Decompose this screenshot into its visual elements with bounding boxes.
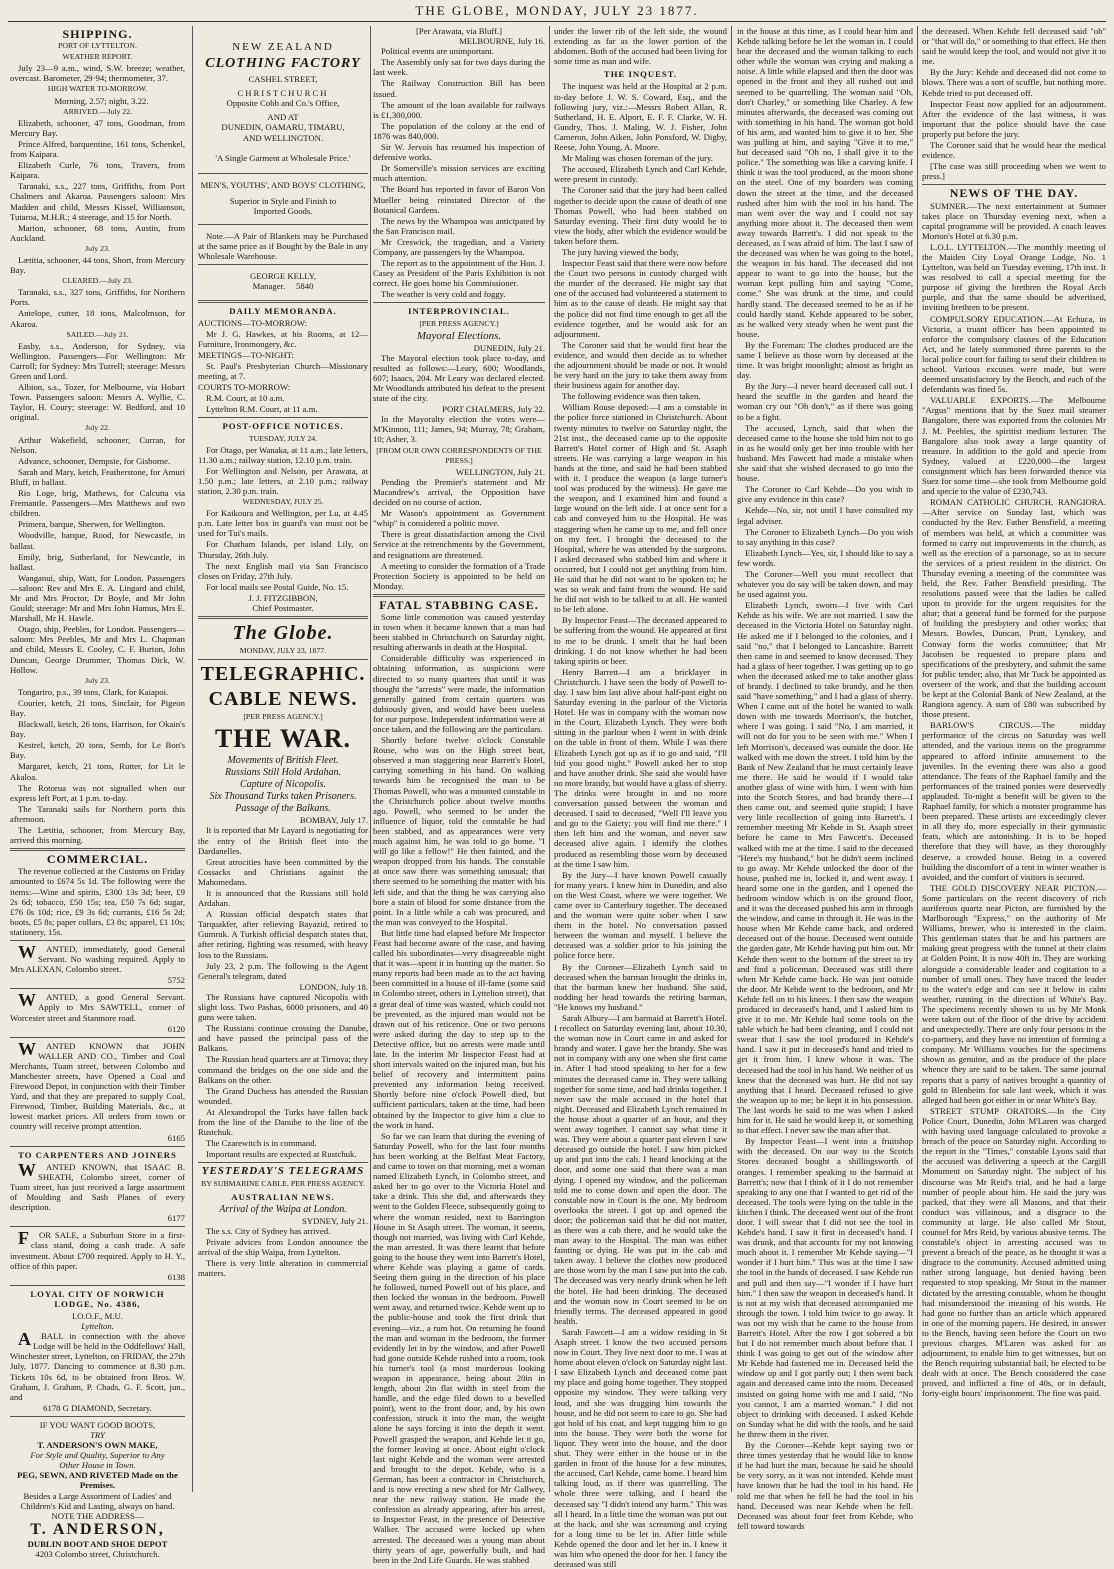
news-paragraph: The Assembly only sat for two days during the last week.	[373, 57, 545, 78]
cleared-heading: CLEARED.—July 23.	[62, 276, 133, 286]
news-paragraph: By the Coroner—Kehde kept saying two or three times yesterday that he would like to know if he had hurt the man, because he said he should be very sorry, as it was not intended. Kehde must have known that he had the tool in his hand. He told me that when he fell he had the tool in his hand. Deceased was near Kehde when he fell. Deceased was about four feet from Kehde, who fell toward towards	[737, 1440, 913, 1531]
australian-news: AUSTRALIAN NEWS.	[231, 1191, 335, 1202]
inquest-heading: THE INQUEST.	[603, 69, 678, 80]
news-paragraph: under the lower rib of the left side, the wound extending as far as the lower portion of the abdomen. Both of the accused had been living for some time as man and wife.	[554, 26, 727, 67]
classified-ad	[10, 1230, 185, 1270]
news-paragraph: William Rouse deposed:—I am a constable in the police force stationed in Christchurch. About twenty minutes to twelve on Saturday night, the 21st inst., the deceased came up to the opposite Barrett's Hotel corner of High and St. Asaph streets. He was carrying a large weapon in his hands at the time, and said he had been stabbed with it. I produce the weapon (a large turner's tool was produced by the witness). He gave me the weapon, and I examined him and found a large wound on the left side. I at once sent for a cab and conveyed him to the Hospital. He was staggering when he came up to me, and fell once on my feet. I brought the deceased to the Hospital, where he was attended by the surgeons. I asked deceased who stabbed him and where it occurred, but I could not get anything from him. He said that he did not want to be spoken to; he was so weak and faint from the wound. He said he did not wish to be talked to at all. He wanted to be left alone.	[554, 402, 727, 615]
section-divider	[373, 594, 545, 597]
shipping-note: The Lætitia, schooner, from Mercury Bay, arrived this morning.	[10, 825, 185, 846]
divider	[373, 302, 545, 303]
boots-other: Other House in Town.	[59, 1460, 136, 1471]
war-paragraph: The Grand Duchess has attended the Russian wounded.	[198, 1085, 368, 1106]
masthead: THE GLOBE, MONDAY, JULY 23 1877.	[415, 3, 699, 18]
news-paragraph: By the Jury—I never heard deceased call out. I heard the scuffle in the garden and heard the woman cry out "Oh don't," as if there was going to be a fight.	[737, 381, 913, 422]
telegraphic-heading: TELEGRAPHIC.	[200, 663, 366, 686]
news-paragraph: By Inspector Feast—I went into a fruitshop with the deceased. On our way to the Scotch Stores deceased bought a shillingsworth of oranges. I remember speaking to the barmaid at Barrett's; now that I think of it I do not remember speaking to any one that I wanted to get rid of the deceased. The tools were lying on the table in the kitchen I think. The deceased went out of the front door. I will swear that I did not see the tool in Kehde's hand. I saw it first in deceased's hand. I was drunk, and that accounts for my not knowing much about it. I remember Mr Kehde saying—"I wonder if I hurt him." This was at the time I saw the tool in the hands of deceased. I saw Kehde run and pull and then say—"I wonder if I have hurt him." I then saw the weapon in deceased's hand. It is not at my wish that deceased accompanied me through the town. I told him twice to go away. It was not my wish that he came to the house from Barrett's Hotel. After the row I got sobered a bit but I do not remember much about before that. I think I was going to get out of the window after Mr Kehde had fastened me in. Deceased held the window up and I got partly out; I then went back again and deceased came into the room. Deceased insisted on going home with me and I said, "No you cannot, I am a married woman." I did not object to drinking with deceased. I asked Kehde on Sunday what he did with the tools, and he said he threw them in the river.	[737, 1136, 913, 1439]
sailed-entry: Wanganui, ship, Watt, for London. Passengers—saloon: Rev and Mrs E. A. Lingard and child, Mr and Mrs Proctor, Dr Boyle, and Mr John Gould; steerage: Mr and Mrs John Hamus, Mrs E. Marshall, Mr H. Hawle.	[10, 572, 185, 624]
news-paragraph: The jury having viewed the body,	[562, 246, 679, 257]
war-paragraph: The Russians have captured Nicopolis with slight loss. Two Pashas, 6000 prisoners, and 40 guns were taken.	[198, 991, 368, 1023]
yesterdays-telegrams: YESTERDAY'S TELEGRAMS	[201, 1165, 365, 1178]
and-at: AND AT	[267, 112, 299, 123]
christchurch: CHRISTCHURCH	[237, 88, 329, 99]
ad-number: 5840	[296, 281, 314, 292]
news-paragraph: The accused, Lynch, said that when the deceased came to the house she told him not to go in as he would only get her into trouble with her husband. Mrs Fawcett had made a mistake when she said that she wished deceased to go into the house.	[737, 422, 913, 484]
news-paragraph: The inquest was held at the Hospital at 2 p.m. to-day before J. W. S. Coward, Esq., and the following jury, viz.:—Messrs Robert Allan, R. Sutherland, H. E. Alport, E. F. F. Clarke, W. H. Gundry, Thos. J. Maling, W. J. Fisher, John Cameron, John Aiken, John Ponsford, W. Digby, Reese, John Young, A. Moore.	[554, 81, 727, 153]
postmaster-name: J. J. FITZGIBBON,	[248, 592, 318, 603]
commercial-text: The revenue collected at the Customs on Friday amounted to £674 5s 1d. The following were the items:—Wine and spirits, £300 13s 3d; beer, £9 2s 6d; tobacco, £50 15s; tea, £50 7s 6d; sugar, £76 0s 10d; rice, £9 3s 6d; currants, £16 5s 2d; boots, £5 8s; paper collars, £3 8s; apparel, £1 10s; stationery, 15s.	[10, 866, 185, 937]
sailed-entry: Albion, s.s., Tozer, for Melbourne, via Hobart Town. Passengers saloon: Messrs A. Wyllie, C. Taylor, H. Coury; steerage: W. Bedford, and 10 original.	[10, 382, 185, 423]
divider	[10, 1226, 185, 1227]
sailed-entry: Arthur Wakefield, schooner, Curran, for Nelson.	[10, 434, 185, 455]
dateline: WELLINGTON, July 21.	[455, 466, 545, 477]
classified-ad	[10, 941, 185, 975]
ad-text: BALL in connection with the above Lodge will be held in the Oddfellows' Hall, Winchester street, Lyttelton, on FRIDAY, the 27th July, 1877. Dancing to commence at 8.30 p.m. Tickets 10s 6d, to be obtained from Bros. W. Graham, J. Graham, P. Chads, G. F. Scott, jun., and	[10, 1331, 185, 1402]
cashel-street: CASHEL STREET,	[248, 74, 318, 85]
news-paragraph: There is great dissatisfaction among the Civil Service at the retrenchments by the Government, and resignations are threatened.	[373, 529, 545, 560]
news-item: BARLOW'S CIRCUS.—The midday performance of the circus on Saturday was well attended, and the various items on the programme appeared to afford infinite amusement to the juveniles. In the evening there was also a good attendance. The feats of the Raphael family and the performances of the trained ponies were deservedly applauded. To-night a benefit will be given to the Raphael family, for which a monster programme has been prepared. These artists are exceedingly clever in all they do, more especially in their gymnastic feats, which are astonishing. It is to be hoped therefore that they will have, as they thoroughly deserve, a crowded house. Being in a covered building the discomfort of a tent in winter weather is avoided, and the comfort of visitors is secured.	[922, 720, 1106, 882]
news-item: ROMAN CATHOLIC CHURCH, RANGIORA.—After service on Sunday last, which was conducted by the Rev. Father Bensfield, a meeting of members was held, at which a committee was formed to carry out improvements in the church, as well as the erection of a parsonage, so as to secure the services of a priest resident in the district. On Thursday evening a meeting of the committee was held, the Rev. Father Bensfield presiding. The resolutions passed were that the ladies be called upon to provide for the urgent requisites for the altar; that a general fund be formed for the purpose of building the presbytery and other works; that Messrs. Bowles, Duncan, Pratt, Lynskey, and Conway form the works committee; that Mr Jacobsen be requested to prepare plans and specifications of the presbytery, and submit the same for public tender; also, that Mr Tuck be appointed as overseer of the work, and that the building account be kept at the Colonial Bank of New Zealand, at the Rangiora agency. A sum of £80 was subscribed by those present.	[922, 497, 1106, 720]
sailed-entry: Otago, ship, Peebles, for London. Passengers—saloon: Mrs Peebles, Mr and Mrs L. Chapman and child, Messrs E. Cooley, C. F. Burton, John Duncan, George Drummer, Thomas Dick, W. Hollow.	[10, 624, 185, 675]
ad-number: 5752	[167, 975, 185, 986]
arrival-entry: Elizabeth Curle, 76 tons, Travers, from Kaipara.	[10, 160, 185, 181]
news-paragraph: So far we can learn that during the evening of Saturday Powell, who for the last four months has been working at the Belfast Meat Factory, and came to town on that morning, met a woman named Elizabeth Lynch, in Colombo street, and asked her to go over to the Victoria Hotel and take a drink. This she did, and afterwards they went to the Golden Fleece, subsequently going to where the woman resided, next to Barrington House in St Asaph street. The woman, it seems, though not married, was living with Carl Kehde, the man arrested. It was there learnt that before going to the house they went into Barrett's Hotel, where Kehde was playing a game of cards. Seeing them going in the direction of his place he followed, turned Powell out of his place, and then locked the woman in the bedroom. Powell went away, and returned twice. Kehde went up to the public-house and took the first drink that evening—viz., a rum hot. On returning he found the man and woman in the bedroom, the former evidently let in by the window, and after Powell had gone outside Kehde rushed into a room, took his turner's tool (a most murderous looking weapon in appearance, being about 20in in length, about 2in flat width in steel from the handle, and the edge filed down to a bevelled point), went to the front door, and, by his own confession, struck it into the man, the weight alone he says forcing it into the depth it went. Powell grasped the weapon, and Kehde let it go, the former leaving at once. About eight o'clock last night Kehde and the woman were arrested and brought to the depot. Kehde, who is a German, has been a contractor in Christchurch, and is now erecting a new shed for Mr Gallwey, near the new railway station. He made the confession as already appearing, after his arrest, to Inspector Feast, in the presence of Detective Walker. The accused were locked up when arrested. The deceased was a young man about thirty years of age, powerfully built, and had been in the 2nd Life Guards. He was stabbed	[373, 1130, 545, 1565]
news-paragraph: [The case was still proceeding when we went to press.]	[922, 161, 1106, 182]
war-subhead: Capture of Nicopolis.	[239, 779, 327, 791]
post-date: TUESDAY, JULY 24.	[248, 433, 318, 443]
ad-heading: TO CARPENTERS AND JOINERS	[18, 1149, 177, 1160]
news-paragraph: The amount of the loan available for railways is £1,300,000.	[373, 99, 545, 120]
drop-cap: W	[18, 941, 36, 962]
boots-peg: PEG, SEWN, AND RIVETED Made on the Premises.	[17, 1470, 178, 1491]
daily-memoranda-heading: DAILY MEMORANDA.	[229, 305, 337, 316]
arrival-entry: Prince Alfred, barquentine, 161 tons, Schenkel, from Kaipara.	[10, 138, 185, 160]
ad-text: OR SALE, a Suburban Store in a first-class stand, doing a cash trade. A safe investment. About £700 required. Apply to H. Y., office of this paper.	[10, 1230, 185, 1271]
cable-news-heading: CABLE NEWS.	[208, 688, 358, 711]
globe-date: MONDAY, JULY 23, 1877.	[239, 646, 327, 656]
ad-text: ANTED, immediately, good General Servant. No washing required. Apply to Mrs ALEXAN, Colombo street.	[10, 943, 185, 975]
ad-text: ANTED, a good General Servant. Apply to Mrs SAWTELL, corner of Worcester street and Stanmore road.	[10, 992, 185, 1023]
news-paragraph: The Mayoral election took place to-day, and resulted as follows:—Leary, 600; Woodlands, 607; Isaacs, 204. Mr Leary was declared elected. Mr Woodlands attributed his defeat to the present state of the city.	[373, 352, 545, 404]
news-paragraph: In the Mayoralty election the votes were—M'Kinnon, 111; James, 94; Murray, 78; Graham, 10; Asher, 3.	[373, 414, 545, 445]
drop-cap: F	[18, 1228, 29, 1249]
cleared-entry: Antelope, cutter, 18 tons, Malcolmson, for Akaroa.	[10, 308, 185, 329]
post-line: For Chatham Islands, per island Lily, on Thursday, 26th July.	[198, 539, 368, 560]
blankets-note: Note.—A Pair of Blankets may be Purchased at the same price as if Bought by the Bale in any Wholesale Warehouse.	[198, 231, 368, 262]
column-rule	[731, 26, 732, 1492]
drop-cap: W	[18, 990, 36, 1011]
divider	[198, 417, 368, 418]
war-paragraph: The Russians continue crossing the Danube, and have passed the principal pass of the Balkans.	[198, 1023, 368, 1054]
towns: DUNEDIN, OAMARU, TIMARU,	[221, 122, 345, 133]
ad-number: 6177	[167, 1213, 185, 1224]
section-title-shipping: SHIPPING.	[62, 27, 133, 41]
divider	[10, 1416, 185, 1417]
news-paragraph: the deceased. When Kehde fell deceased said "oh" or "that will do," or something to that effect. He then said he would keep the tool, and would not give it to me.	[922, 26, 1106, 67]
news-paragraph: Elizabeth Lynch—Yes, sir, I should like to say a few words.	[737, 547, 913, 568]
news-item: THE GOLD DISCOVERY NEAR PICTON.—Some particulars on the recent discovery of rich auriferous quartz near Picton, are furnished by the Marlborough "Express," on the authority of Mr Williams, brewer, who is interested in the claim. This gentleman states that he and his partners are making great progress with the tunnel at their claim at Golden Point. It is now 40ft in. They are working alongside a considerable leader and cogitation to a number of small ones. They have traced the leader to the water's edge and can see it below in calm weather, running in the direction of White's Bay. The specimens recently shown to us by Mr Monk were taken out of the floor of the drive by accident and unexpectedly. There are only four persons in the co-partnery, and they have no intention of forming a company. Mr Williams vouches for the specimens shown as genuine, and as the produce of the place whence they are said to be taken. The same journal reports that a party of natives brought a quantity of gold to Blenheim for sale last week, which it was alleged had been got either in or near White's Bay.	[922, 882, 1106, 1105]
news-paragraph: The Coroner to Elizabeth Lynch—Do you wish to say anything in this case?	[737, 526, 913, 547]
cleared-entry: Taranaki, s.s., 327 tons, Griffiths, for Northern Ports.	[10, 287, 185, 308]
boots-name: T. ANDERSON,	[30, 1520, 165, 1538]
mayoral-subhead: Mayoral Elections.	[416, 329, 502, 342]
news-paragraph: Dr Somerville's mission services are exciting much attention.	[373, 163, 545, 184]
news-paragraph: Mr Creswick, the tragedian, and a Variety Company, are passengers by the Whampoa.	[373, 236, 545, 257]
classified-ad	[10, 1038, 185, 1132]
spacer	[198, 26, 368, 38]
date-heading: July 23.	[85, 675, 110, 685]
news-paragraph: Shortly before twelve o'clock Constable Rouse, who was on the High street beat, observed a man staggering near Barrett's Hotel, carrying something in his hand. On walking towards him he recognised the man to be Thomas Powell, who was a mounted constable in the Christchurch police about twelve months ago. Powell, who seemed to be under the influence of liquor, told the constable he had been stabbed, and as appearances were very much against him, he was told to go home. "I will go like a fellow!" He then fainted, and the weapon dropped from his hands. The constable at once saw there was something unusual; that there seemed to be something the matter with his left side, and that the thing he was carrying also bore a stain of blood for some distance from the point. In a little while a cab was procured, and the man was conveyed to the Hospital.	[373, 735, 545, 927]
arrival-entry: Taranaki, s.s., 227 tons, Griffiths, from Port Chalmers and Akaroa. Passengers saloon: Mrs Madden and child, Messrs Kissel, Williamson, Tutaroa, M.H.R.; 4 steerage, and 15 for North.	[10, 181, 185, 222]
classified-ad	[10, 992, 185, 1022]
per-press-agency: [PER PRESS AGENCY.]	[243, 712, 323, 722]
imported: Imported Goods.	[253, 205, 313, 216]
sailed-entry: Primera, barque, Sherwen, for Wellington.	[18, 519, 166, 530]
drop-cap: A	[18, 1329, 31, 1350]
date-heading: July 22.	[85, 423, 110, 433]
boots-note: NOTE THE ADDRESS—	[51, 1510, 144, 1521]
news-paragraph: Sir W. Jervois has resumed his inspection of defensive works.	[373, 142, 545, 163]
aus-paragraph: The s.s. City of Sydney has arrived.	[206, 1225, 331, 1236]
news-item: COMPULSORY EDUCATION.—At Echuca, in Victoria, a truant officer has been appointed to enforce the compulsory clauses of the Education Act, and he lately summoned three parents to the local police court for failing to send their children to school. Various excuses were made, but were deemed unsatisfactory by the Bench, and each of the defendants was fined 5s.	[922, 313, 1106, 395]
arrival-entry: Marion, schooner, 68 tons, Austin, from Auckland.	[10, 222, 185, 243]
news-paragraph: Inspector Feast now applied for an adjournment. After the evidence of the last witness, it was important that the police should have the case properly put before the jury.	[922, 98, 1106, 139]
post-line: The next English mail via San Francisco closes on Friday, 27th July.	[198, 560, 368, 581]
sailed-entry: Tongariro, p.s., 39 tons, Clark, for Kaiapoi.	[18, 686, 169, 697]
date-heading: July 23.	[85, 243, 110, 253]
superior: Superior in Style and Finish to	[229, 195, 337, 206]
war-paragraph: The Czarewitch is in command.	[206, 1138, 317, 1149]
divider	[198, 264, 368, 265]
clothing-factory: CLOTHING FACTORY	[205, 56, 361, 72]
sailed-entry: Sarah and Mary, ketch, Featherstone, for Amuri Bluff, in ballast.	[10, 466, 185, 487]
news-paragraph: Sarah Fawcett—I am a widow residing in St Asaph street. I know the two accused persons now in Court. They live next door to me. I was at home about eleven o'clock on Saturday night last. I saw Elizabeth Lynch and deceased come past my place and going home together. They stopped opposite my window. They were talking very loud, and she was dragging him towards the house, and he did not seem to care to go. She had got hold of his coat, and kept tugging him to go into the house. They were both the worse for liquor. They went into the house, and the door shut. They were either in the house or in the garden in front of the house for a few minutes, the accused, Carl Kehde, came home. I heard him talking loud, as if there was quarrelling. The whole three were talking, and I heard the deceased say "I didn't intend any harm." This was all I heard. In a little time the woman was put out at the back, and she was screaming and crying for a long time to be let in. After little while Kehde opened the door and let her in. I knew it was him who opened the door for her. I fancy the deceased was still	[554, 1326, 727, 1569]
per-press-agency: [PER PRESS AGENCY.]	[419, 318, 499, 328]
post-line: For Kaikoura and Wellington, per Lu, at 4.45 p.m. Late letter box in guard's van must not be used for Tui's mails.	[198, 508, 368, 539]
news-paragraph: By Inspector Feast—The deceased appeared to be suffering from the wound. He appeared at first to me to be drunk. I smelt that he had been drinking. I do not know whether he had been taking spirits or beer.	[554, 615, 727, 666]
news-item: L.O.L. LYTTELTON.—The monthly meeting of the Maiden City Loyal Orange Lodge, No. 1 Lyttelton, was held on Tuesday evening, 17th inst. It was resolved to call a special meeting for the purpose of giving the brethren the Royal Arch purple, and that the same should be advertised, inviting brethren to be present.	[922, 241, 1106, 313]
shipping-note: The Rotorua was not signalled when our express left Port, at 1 p.m. to-day.	[10, 782, 185, 803]
sailed-heading: SAILED.—July 21.	[66, 329, 129, 339]
memo-line: Mr J. G. Hawkes, at his Rooms, at 12—Furniture, Ironmongery, &c.	[198, 328, 368, 349]
divider	[10, 1285, 185, 1286]
column-rule	[917, 26, 918, 1492]
post-office-heading: POST-OFFICE NOTICES.	[222, 421, 344, 432]
drop-cap: W	[18, 1038, 36, 1059]
sailed-entry: Rio Loge, brig, Mathews, for Calcutta via Fremantle. Passengers—Mrs Matthews and two children.	[10, 488, 185, 519]
news-item: VALUABLE EXPORTS.—The Melbourne "Argus" mentions that by the Suez mail steamer Bangalore, there was exported from the colonies Mr J. M. Peebles, the spiritist medium lecturer. The Bangalore also took away a large quantity of treasure. In addition to the gold and specie from Sydney, valued at £220,000—the largest consignment which has been forwarded thence via Suez for some time—she took from Melbourne gold and specie to the value of £230,743.	[922, 395, 1106, 497]
divider	[198, 224, 368, 225]
news-paragraph: The weather is very cold and foggy.	[381, 289, 506, 300]
water-text: Morning, 2.57; night, 3.22.	[54, 95, 149, 106]
news-item: STREET STUMP ORATORS.—In the City Police Court, Dunedin, John M'Laren was charged with having used language calculated to provoke a breach of the peace on Saturday night. According to the report in the "Times," constable Lyons said that the accused was delivering a speech at the Cargill Monument on Saturday night. The subject of his discourse was Mr Reid's trial, and he had a large number of people about him. He said the jury was packed, that they were all Masons, and that their conduct was villainous, and a disgrace to the community at large. He also called Mr Stout, counsel for Mrs Reid, by various abusive terms. The constable's object in arresting accused was to prevent a breach of the peace, as he thought it was a disgrace to the community. Accused admitted using rather strong language, but denied having been requested to stop speaking. Mr Stout in the manner dictated by the arresting constable, whom he thought had misunderstood the meaning of his words. He had gone no further than an article which appeared in one of the morning papers. He desired, in answer to the Bench, having seen before the Court on two previous charges. M'Laren was asked for an adjournment, to enable him to get witnesses, but on the Bench requiring substantial bail, he elected to be dealt with at once. The Bench considered the case proved, and inflicted a fine of 40s, or in default, forty-eight hours' imprisonment. The fine was paid.	[922, 1105, 1106, 1399]
dateline: SYDNEY, July 21.	[302, 1215, 368, 1226]
section-divider	[10, 848, 185, 851]
sailed-entry: Courier, ketch, 21 tons, Sinclair, for Pigeon Bay.	[10, 697, 185, 718]
divider	[10, 940, 185, 941]
news-paragraph: Political events are unimportant.	[381, 46, 494, 57]
sailed-entry: Woodville, barque, Rood, for Newcastle, in ballast.	[10, 530, 185, 551]
memo-line: St. Paul's Presbyterian Church—Missionary meeting, at 7.	[198, 360, 368, 382]
boots-heading: IF YOU WANT GOOD BOOTS,	[39, 1419, 156, 1430]
arrival-entry: Elizabeth, schooner, 47 tons, Goodman, from Mercury Bay.	[10, 117, 185, 138]
news-paragraph: The news by the Whampoa was anticipated by the San Francisco mail.	[373, 215, 545, 236]
news-paragraph: The Coroner—Well you must recollect that whatever you do say will be taken down, and may be used against you.	[737, 568, 913, 600]
manager-label: Manager.	[252, 281, 286, 292]
war-paragraph: A Russian official despatch states that Tarquakfer, after relieving Bayazid, retired to Gumruk. A Turkish official despatch states that, after retiring, fighting was resumed, with heavy loss to the Russians.	[198, 909, 368, 960]
news-paragraph: The following evidence was then taken.	[562, 391, 701, 402]
source-note: [FROM OUR OWN CORRESPONDENTS OF THE PRESS.]	[376, 445, 542, 465]
divider	[922, 184, 1106, 185]
news-paragraph: Considerable difficulty was experienced in obtaining information, as suspicions were directed to so many quarters that until it was thought the "arrests" were made, the information generally gained from certain quarters was dubiously given, and would have been useless for our purpose. Independent information were at once taken, and the following are the particulars.	[373, 653, 545, 734]
column-1	[10, 26, 185, 1559]
boots-depot: DUBLIN BOOT AND SHOE DEPOT	[27, 1538, 168, 1549]
dateline: LONDON, July 18.	[299, 981, 368, 992]
news-paragraph: But little time had elapsed before Mr Inspector Feast had become aware of the case, and having called his subordinates—very disagreeable night that it was—spent it in hunting up the matter. So many reports had been made as to the act having been committed in a house of ill-fame (some said in Colombo street, others in Lyttelton street), that a great deal of time was wasted, which could not be prevented, as the injured man would not be drawn out of his reticence. One or two persons were asked during the day to step up to the Detective office, but no arrests were made until late. In the interim Mr Inspector Feast had at short intervals waited on the injured man, but his belief of recovery and intermittent pains prevented any information being received. Shortly before nine o'clock Powell died, but sufficient particulars, taken at the time, had been obtained by the Inspector to give him a clue to the work in hand.	[373, 927, 545, 1130]
post-line: For Otago, per Wanaka, at 11 a.m.; late letters, 11.30 a.m.; railway station, 12.10 p.m. train.	[198, 444, 368, 465]
masthead-rule	[8, 21, 1106, 22]
news-paragraph: The Railway Construction Bill has been issued.	[373, 78, 545, 99]
ad-text: ANTED KNOWN that JOHN WALLER AND CO., Timber and Coal Merchants, Tuam street, between Colombo and Manchester streets, have Opened a Coal and Firewood Depot, in conjunction with their Timber Yard, and that they are prepared to supply Coal, Firewood, Timber, Building Materials, &c., at lowest market prices. All orders from town or country will receive prompt attention.	[10, 1040, 185, 1132]
column-6	[922, 26, 1106, 1492]
news-paragraph: Kehde—No, sir, not until I have consulted my legal adviser.	[737, 505, 913, 526]
ad-number: 6165	[167, 1132, 185, 1143]
war-paragraph: Great atrocities have been committed by the Cossacks and Christians against the Mahomedans.	[198, 856, 368, 887]
slogan: 'A Single Garment at Wholesale Price.'	[215, 152, 351, 163]
column-2	[198, 26, 368, 1492]
nz-heading: NEW ZEALAND	[232, 41, 334, 53]
war-subhead: Movements of British Fleet.	[227, 755, 339, 767]
war-heading: THE WAR.	[214, 724, 352, 754]
news-paragraph: The population of the colony at the end of 1876 was 840,000.	[373, 120, 545, 141]
globe-title: The Globe.	[232, 622, 334, 645]
manager-title	[198, 281, 368, 291]
post-line: For local mails see Postal Guide, No. 15.	[206, 581, 349, 592]
lodge-subheading: I.O.O.F., M.U.	[72, 1310, 123, 1321]
war-paragraph: It is announced that the Russians still hold Ardahan.	[198, 887, 368, 909]
column-rule	[192, 26, 193, 1492]
news-paragraph: Elizabeth Lynch, sworn—I live with Carl Kehde as his wife. We are not married. I saw the deceased in the Victoria Hotel on Saturday night. He asked me if I belonged to the colonies, and I said "no," that I belonged to Lancashire. Barrett then came in and seemed to know deceased. They had a glass of beer together. I was getting up to go when the deceased asked me to take another glass of brandy. I declined to take brandy, and he then said "have something," and I had a glass of sherry. When I came out of the hotel he wanted to walk down with me towards Morrison's, the butcher, where I was going. I said "No, I am married, it will not do for you to be seen with me." When I left Morrison's, deceased was outside the door. He walked with me down the street. I told him by the Bank of New Zealand that he must certainly leave me there. He said he would if I would take another glass of wine with him. I went with him into the Scotch Stores, and had brandy there—I then came out, and seemed quite stupid; I have very little recollection of going into Barrett's. I remember meeting Mr Kehde in St. Asaph street before he came to Mrs Fawcett's. Deceased walked with me at the time. I said to the deceased "Here's my husband," but he didn't seem inclined to go away. Mr Kehde unlocked the door of the house, pushed me in, locked it, and went away. I heard some one in the garden, and I opened the bedroom window which is on the ground floor, and it was the deceased pushed his arm in through the window, and came in through it. He was in the house when Mr Kehde came back, and ordered deceased out of the house. Deceased went outside the garden gate, Mr Kehde having put him out. Mr Kehde then went to the bottom of the street to try and find a policeman. Deceased was still there when Mr Kehde came back. He was just outside the door. Mr Kehde went to the bedroom, and Mr Kehde fell on to his knees. I then saw the weapon produced in deceased's hand, and I asked him to give it to me. Mr Kehde had some tools on the table which he had been cleaning, and I could not swear that I saw the tool produced in Kehde's hand. I saw it put in deceased's hand and tried to get it from him. I knew whose it was. The deceased had the tool in his hand. We neither of us knew that the deceased was hurt. He did not say anything that I heard. Deceased refused to give the weapon up to me; he kept it in his possession. The last words he said to me was when I asked him for it. He said he would keep it, or something to that effect. I never saw the man after that.	[737, 600, 913, 1136]
lodge-heading: LOYAL CITY OF NORWICH LODGE, No. 4386,	[30, 1288, 165, 1309]
drop-cap: W	[18, 1159, 36, 1180]
arrival-entry: Lætitia, schooner, 44 tons, Short, from Mercury Bay.	[10, 254, 185, 276]
news-paragraph: The Coroner said that the jury had been called together to decide upon the cause of death of one Thomas Powell, who had been stabbed on Saturday evening. Their first duty would be to view the body, after which the evidence would be taken before them.	[554, 185, 727, 246]
ad-number: 6120	[167, 1023, 185, 1034]
news-paragraph: The Coroner said that he would hear the medical evidence.	[922, 140, 1106, 161]
water-heading: HIGH WATER TO-MORROW.	[47, 84, 148, 94]
ball-signature: 6178 G DIAMOND, Secretary.	[43, 1402, 152, 1413]
boots-address: 4203 Colombo street, Christchurch.	[35, 1548, 160, 1559]
news-paragraph: The Board has reported in favor of Baron Von Mueller being reinstated Director of the Botanical Gardens.	[373, 184, 545, 215]
news-paragraph: By the Jury: Kehde and deceased did not come to blows. There was a sort of scuffle, but nothing more. Kehde tried to put deceased off.	[922, 67, 1106, 98]
news-paragraph: in the house at this time, as I could hear him and Kehde talking before he let the woman in. I could hear the deceased and the woman talking to each other while the woman was crying and making a noise. A little while elapsed and then the door was opened in the front and they all rushed out and seemed to be quarrelling. The woman said "Oh, don't Charley," or something like Charley. A few minutes afterwards, the deceased was coming out with something in his hand. The woman got hold of his arm, and wanted him to give it to her. She was pulling at him, and saying "Give it to me," but deceased said "Oh no, I shall give it to the police." The something was like a carving knife. I think it was the tool produced, as the moon shone on the steel. One of my boarders was coming down the street at the time, and the deceased rushed after him with the tool in his hand. The man went over the way and I could not say anything more about it. The deceased then went away towards Barrett's. I did not speak to the deceased, as I was afraid of him. The last I saw of the deceased was when he was going to the hotel, the weapon in his hand. The deceased did not appear to want to go into the house, but the woman kept pulling him and saying "Come, come." She was drunk at the time, and could hardly stand. The deceased seemed to be as if he could hardly stand. Kehde appeared to be sober, as he walked very steady when he went past the house.	[737, 26, 913, 339]
sailed-entry: Emily, brig, Sutherland, for Newcastle, in ballast.	[10, 551, 185, 572]
section-divider	[198, 300, 368, 303]
shipping-note: The Taranaki sails for Northern ports this afternoon.	[10, 803, 185, 824]
by-submarine: BY SUBMARINE CABLE. PER PRESS AGENCY.	[201, 1178, 365, 1188]
dateline: BOMBAY, July 17.	[299, 815, 368, 826]
ball-notice	[10, 1331, 185, 1402]
news-item: SUMNER.—The next entertainment at Sumner takes place on Thursday evening next, when a capital programme will be provided. A coach leaves Morton's Hotel at 6.30 p.m.	[922, 200, 1106, 241]
opposite-cobb: Opposite Cobb and Co.'s Office,	[226, 98, 340, 109]
sailed-entry: Kestrel, ketch, 20 tons, Semb, for Le Bon's Bay.	[10, 740, 185, 761]
war-subhead: Six Thousand Turks taken Prisoners.	[209, 791, 357, 803]
news-paragraph: Pending the Premier's statement and Mr Macandrew's arrival, the Opposition have decided on no course of action.	[373, 476, 545, 508]
memo-line: AUCTIONS—TO-MORROW:	[198, 317, 308, 328]
postmaster-title: Chief Postmaster.	[252, 603, 314, 614]
column-rule	[370, 26, 371, 1492]
memo-line: MEETINGS—TO-NIGHT:	[198, 349, 294, 360]
aus-paragraph: Private advices from London announce the arrival of the ship Waipa, from Lyttelton.	[198, 1236, 368, 1257]
fatal-stabbing-heading: FATAL STABBING CASE.	[379, 597, 539, 612]
news-paragraph: Some little commotion was caused yesterday in town when it became known that a man had been stabbed in Christchurch on Saturday night, resulting afterwards in death at the Hospital.	[373, 611, 545, 653]
news-paragraph: By the Coroner—Elizabeth Lynch said to deceased when the barman brought the drinks in, that the barman knew her husband. She said, nodding her head towards the retiring barman, "He knows my husband."	[554, 961, 727, 1012]
column-5	[737, 26, 913, 1531]
sailed-entry: Easby, s.s., Anderson, for Sydney, via Wellington. Passengers—For Wellington: Mr Carroll; for Sydney: Mrs Turrell; steerage: Messrs Green and Lord.	[10, 340, 185, 381]
war-paragraph: The Russian head quarters are at Tirnova; they command the bridges on the one side and the Balkans on the other.	[198, 1054, 368, 1085]
divider	[198, 1162, 368, 1163]
post-line: For Wellington and Nelson, per Arawata, at 1.50 p.m.; late letters, at 2.10 p.m.; railway station, 2.30 p.m. train.	[198, 465, 368, 496]
memo-line: Lyttelton R.M. Court, at 11 a.m.	[206, 404, 318, 415]
news-paragraph: By the Jury—I have known Powell casually for many years. I knew him in Dunedin, and also on the West Coast, where we were together. We came over to Canterbury together. The deceased and the woman were quite sober when I saw them in the hotel. No conversation passed between the woman and myself. I believe the deceased was a soldier prior to his joining the police force here.	[554, 869, 727, 961]
news-paragraph: Mr Maling was chosen foreman of the jury.	[562, 153, 713, 164]
waipa-subhead: Arrival of the Waipa at London.	[219, 1203, 347, 1215]
dateline: MELBOURNE, July 16.	[459, 36, 545, 47]
interprovincial-heading: INTERPROVINCIAL.	[408, 306, 510, 317]
aus-paragraph: There is very little alteration in commercial matters.	[198, 1258, 368, 1279]
manager-name: GEORGE KELLY,	[249, 271, 317, 282]
war-paragraph: July 23, 2 p.m. The following is the Agent General's telegram, dated	[198, 960, 368, 981]
and-wellington: AND WELLINGTON.	[242, 132, 324, 143]
news-paragraph: A meeting to consider the formation of a Trade Protection Society is appointed to be held on Monday.	[373, 560, 545, 591]
news-paragraph: Sarah Albury—I am barmaid at Barrett's Hotel. I recollect on Saturday evening last, about 10.30, the woman now in Court came in and asked for brandy and water. I gave her the brandy. She was not in company with any one when she first came in. After I had stood speaking to her for a few minutes the deceased came in. They were talking together for some time, and had drinks together. I never saw the male accused in the hotel that night. Deceased and Elizabeth Lynch remained in the house about a quarter of an hour, and they went away together. I cannot say what time it was. They were about a quarter past eleven I saw deceased go outside the hotel. I saw him picked up and put into the cab. I heard knocking at the door, and some one said that there was a man dying. I opened my window, and the policeman told me to come down and open the door. The constable now in Court is the one. My bedroom overlooks the street. I got up and opened the door; the policeman said that he did not matter, as there was a cab there, and he would take the man away to the Hospital. The man was either fainting or dying. He was put in the cab and taken away. I believe the clothes now produced are those worn by the man I saw put into the cab. The deceased was very nearly drunk when he left the hotel. He had been drinking. The deceased and the woman now in Court seemed to be on friendly terms. The deceased appeared in good health.	[554, 1013, 727, 1326]
boots-try: TRY	[90, 1430, 105, 1440]
boots-assortment: Besides a Large Assortment of Ladies' and Children's Kid and Lasting, always on hand.	[20, 1490, 175, 1511]
lodge-place: Lyttelton.	[81, 1321, 114, 1332]
war-paragraph: At Alexandropol the Turks have fallen back from the line of the Danube to the line of the Rustchuk.	[198, 1106, 368, 1138]
news-of-the-day-heading: NEWS OF THE DAY.	[949, 186, 1079, 201]
mens-clothing: MEN'S, YOUTHS', AND BOYS' CLOTHING,	[200, 179, 366, 190]
sailed-entry: Blackwall, ketch, 26 tons, Harrison, for Okain's Bay.	[10, 719, 185, 740]
news-paragraph: Mr Wason's appointment as Government "whip" is considered a politic move.	[373, 508, 545, 529]
classified-ad	[10, 1159, 185, 1213]
news-paragraph: The Coroner said that he would first hear the evidence, and would then decide as to whether the adjournment should be made or not. It would be very hard on the jury to take them away from their business again for another day.	[554, 339, 727, 391]
sailed-entry: Margaret, ketch, 21 tons, Rutter, for Lit le Akaloa.	[10, 761, 185, 782]
section-divider	[198, 616, 368, 619]
memo-line: COURTS TO-MORROW:	[198, 382, 291, 393]
memo-line: R.M. Court, at 10 a.m.	[206, 393, 285, 404]
section-title-commercial: COMMERCIAL.	[46, 852, 149, 867]
dateline: PORT CHALMERS, July 22.	[442, 404, 545, 415]
weather-heading: WEATHER REPORT.	[62, 52, 133, 62]
news-paragraph: Inspector Feast said that there were now before the Court two persons in custody charged with the murder of the deceased. He might say that one of the accused had volunteered a statement to him as to the cause of death. He might say that the police did not find time enough to get all the evidence together, and he would ask for an adjournment.	[554, 258, 727, 339]
arrived-heading: ARRIVED.—July 22.	[62, 106, 133, 116]
divider	[198, 173, 368, 174]
post-date: WEDNESDAY, JULY 25.	[242, 497, 324, 507]
boots-style: For Style and Quality, Superior to Any	[30, 1450, 165, 1461]
source-note: [Per Arawata, via Bluff.]	[416, 26, 502, 36]
news-paragraph: The Coroner to Carl Kehde—Do you wish to give any evidence in this case?	[737, 484, 913, 505]
war-subhead: Passage of the Balkans.	[235, 803, 331, 815]
news-paragraph: Henry Barrett—I am a bricklayer in Christchurch. I have seen the body of Powell to-day. I saw him last alive about half-past eight on Saturday evening in the parlour of the Victoria Hotel. He was in company with the woman now in the Court, Elizabeth Lynch. They were both sitting in the parlour when I went in with drink on the table in front of them. While I was there Elizabeth Lynch got up as if to go and said, "I'll bid you good night." Powell asked her to stop and have another drink. She said she would have no more brandy, but would have a glass of sherry. The drinks were brought in and no more conversation passed between the woman and deceased. I said to deceased, "Well I'll leave you and go to the Gaiety; you will find me there." I then left him and the woman, and never saw deceased alive again. I identify the clothes produced as resembling those worn by deceased at the time I saw him.	[554, 666, 727, 869]
war-paragraph: Important results are expected at Rustchuk.	[206, 1149, 357, 1160]
column-3	[373, 26, 545, 1565]
dateline: DUNEDIN, July 21.	[473, 342, 545, 353]
war-subhead: Russians Still Hold Ardahan.	[224, 767, 342, 779]
port-heading: PORT OF LYTTELTON.	[58, 41, 137, 51]
news-paragraph: The report as to the appointment of the Hon. J. Casey as President of the Paris Exhibition is not correct. He goes home his Commissioner.	[373, 258, 545, 289]
weather-text: July 23—9 a.m., wind, S.W. breeze; weather, overcast. Barometer, 29·94; thermometer, 37.	[10, 63, 185, 84]
war-paragraph: It is reported that Mr Layard is negotiating for the entry of the British fleet into the Dardanelles.	[198, 825, 368, 856]
news-paragraph: By the Foreman: The clothes produced are the same I believe as those worn by deceased at the time. It was bright moonlight; almost as bright as day.	[737, 339, 913, 381]
divider	[10, 1037, 185, 1038]
ad-text: ANTED KNOWN, that ISAAC B. SHEATH, Colombo street, corner of Tuam street, has just received a large assortment of Moulding and Sash Planes of every description.	[10, 1161, 185, 1213]
divider	[10, 988, 185, 989]
ad-number: 6138	[167, 1271, 185, 1282]
column-rule	[549, 26, 550, 1492]
news-paragraph: The accused, Elizabeth Lynch and Carl Kehde, were present in custody.	[554, 164, 727, 185]
sailed-entry: Advance, schooner, Dempsie, for Gisborne.	[18, 455, 171, 466]
boots-make: T. ANDERSON'S OWN MAKE,	[37, 1440, 158, 1451]
divider	[198, 659, 368, 660]
column-4	[554, 26, 727, 1569]
divider	[10, 1146, 185, 1147]
